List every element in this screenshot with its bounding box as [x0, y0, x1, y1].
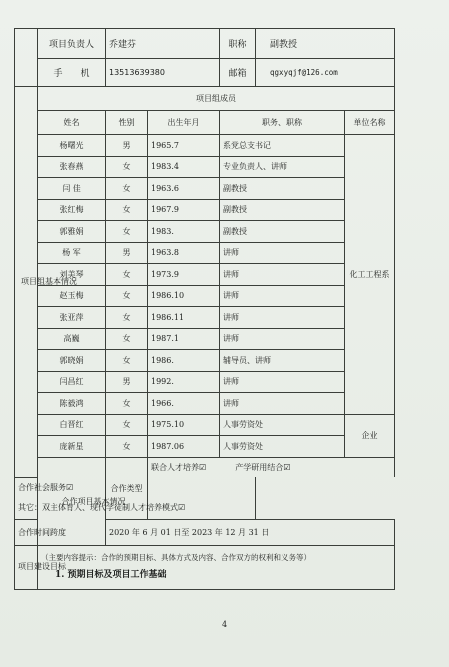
contact-row — [15, 59, 395, 87]
member-position: 讲师 — [220, 264, 345, 286]
member-gender: 女 — [106, 285, 148, 307]
coop-type-label: 合作类型 — [106, 457, 148, 519]
member-name: 陈毅鸿 — [38, 393, 106, 415]
member-row — [15, 199, 395, 221]
member-row — [15, 371, 395, 393]
member-name: 张红梅 — [38, 199, 106, 221]
email-value: qgxyqjf@126.com — [256, 59, 395, 87]
member-position: 副教授 — [220, 199, 345, 221]
member-birth: 1987.06 — [148, 436, 220, 458]
member-position: 讲师 — [220, 242, 345, 264]
member-row — [15, 350, 395, 372]
member-name: 张春燕 — [38, 156, 106, 178]
member-birth: 1963.8 — [148, 242, 220, 264]
member-name: 郭晓娟 — [38, 350, 106, 372]
coop-option-joint-training[interactable]: 联合人才培养☑ — [151, 462, 207, 472]
member-name: 杨 军 — [38, 242, 106, 264]
blank-side-cell — [15, 29, 38, 87]
member-birth: 1975.10 — [148, 414, 220, 436]
member-gender: 女 — [106, 307, 148, 329]
member-birth: 1966. — [148, 393, 220, 415]
goals-row — [15, 545, 395, 589]
member-gender: 女 — [106, 328, 148, 350]
col-position-header: 职务、职称 — [220, 111, 345, 135]
member-birth: 1986. — [148, 350, 220, 372]
col-birth-header: 出生年月 — [148, 111, 220, 135]
coop-option-industry-research[interactable]: 产学研用结合☑ — [235, 462, 291, 472]
coop-option-other[interactable]: 其它：双主体育人、现代学徒制人才培养模式☑ — [18, 503, 186, 513]
email-label: 邮箱 — [220, 59, 256, 87]
goals-hint: （主要内容提示：合作的预期目标、具体方式及内容、合作双方的权利和义务等） — [41, 552, 311, 562]
member-position: 讲师 — [220, 328, 345, 350]
member-name: 张亚萍 — [38, 307, 106, 329]
members-header-row — [15, 111, 395, 135]
member-birth: 1986.10 — [148, 285, 220, 307]
member-position: 讲师 — [220, 371, 345, 393]
goals-heading: 1. 预期目标及项目工作基础 — [55, 569, 167, 580]
coop-period-value: 2020 年 6 月 01 日至 2023 年 12 月 31 日 — [106, 519, 395, 545]
member-gender: 女 — [106, 199, 148, 221]
member-name: 闫昌红 — [38, 371, 106, 393]
member-row — [15, 178, 395, 200]
member-name: 赵玉梅 — [38, 285, 106, 307]
leader-row — [15, 29, 395, 59]
member-birth: 1963.6 — [148, 178, 220, 200]
member-birth: 1983.4 — [148, 156, 220, 178]
member-birth: 1987.1 — [148, 328, 220, 350]
members-section-title: 项目组成员 — [38, 87, 395, 111]
member-name: 庞新星 — [38, 436, 106, 458]
col-unit-header: 单位名称 — [345, 111, 395, 135]
leader-name: 乔建芬 — [106, 29, 220, 59]
member-position: 副教授 — [220, 221, 345, 243]
col-gender-header: 性别 — [106, 111, 148, 135]
members-side-label: 项目组基本情况 — [15, 87, 38, 478]
member-position: 讲师 — [220, 393, 345, 415]
member-name: 闫 佳 — [38, 178, 106, 200]
application-form-table — [14, 28, 395, 590]
member-gender: 男 — [106, 371, 148, 393]
coop-side-label: 合作项目基本情况 — [38, 457, 106, 545]
member-position: 副教授 — [220, 178, 345, 200]
member-position: 人事劳资处 — [220, 414, 345, 436]
coop-type-line1 — [148, 457, 395, 477]
coop-period-label: 合作时间跨度 — [15, 519, 38, 545]
member-gender: 女 — [106, 350, 148, 372]
member-position: 人事劳资处 — [220, 436, 345, 458]
member-gender: 女 — [106, 221, 148, 243]
member-gender: 女 — [106, 178, 148, 200]
member-position: 辅导员、讲师 — [220, 350, 345, 372]
member-row — [15, 135, 395, 157]
member-gender: 女 — [106, 393, 148, 415]
member-gender: 男 — [106, 135, 148, 157]
member-gender: 女 — [106, 156, 148, 178]
member-gender: 女 — [106, 414, 148, 436]
leader-label: 项目负责人 — [38, 29, 106, 59]
member-row — [15, 242, 395, 264]
member-name: 高巍 — [38, 328, 106, 350]
member-row — [15, 221, 395, 243]
member-row — [15, 436, 395, 458]
member-birth: 1986.11 — [148, 307, 220, 329]
member-row — [15, 156, 395, 178]
member-row — [15, 393, 395, 415]
member-birth: 1973.9 — [148, 264, 220, 286]
col-name-header: 姓名 — [38, 111, 106, 135]
coop-type-row-1 — [15, 457, 395, 477]
member-birth: 1992. — [148, 371, 220, 393]
member-gender: 女 — [106, 264, 148, 286]
phone-value: 13513639380 — [106, 59, 220, 87]
goals-side-label: 项目建设目标 — [15, 545, 38, 589]
member-row — [15, 328, 395, 350]
title-label: 职称 — [220, 29, 256, 59]
member-birth: 1965.7 — [148, 135, 220, 157]
member-position: 系党总支书记 — [220, 135, 345, 157]
page-number: 4 — [221, 620, 228, 629]
coop-type-line3 — [15, 497, 256, 519]
phone-label: 手 机 — [38, 59, 106, 87]
member-name: 刘美琴 — [38, 264, 106, 286]
coop-option-social-service[interactable]: 合作社会服务☑ — [18, 482, 74, 492]
unit-company: 企业 — [345, 414, 395, 457]
member-position: 讲师 — [220, 285, 345, 307]
member-row — [15, 307, 395, 329]
member-name: 白晋红 — [38, 414, 106, 436]
member-position: 专业负责人、讲师 — [220, 156, 345, 178]
member-birth: 1983. — [148, 221, 220, 243]
member-name: 郭雅娟 — [38, 221, 106, 243]
unit-chem: 化工工程系 — [345, 135, 395, 415]
member-birth: 1967.9 — [148, 199, 220, 221]
member-gender: 女 — [106, 436, 148, 458]
goals-content — [38, 545, 395, 589]
title-value: 副教授 — [256, 29, 395, 59]
member-row — [15, 285, 395, 307]
members-title-row — [15, 87, 395, 111]
member-name: 杨曙光 — [38, 135, 106, 157]
member-row — [15, 414, 395, 436]
member-gender: 男 — [106, 242, 148, 264]
member-position: 讲师 — [220, 307, 345, 329]
